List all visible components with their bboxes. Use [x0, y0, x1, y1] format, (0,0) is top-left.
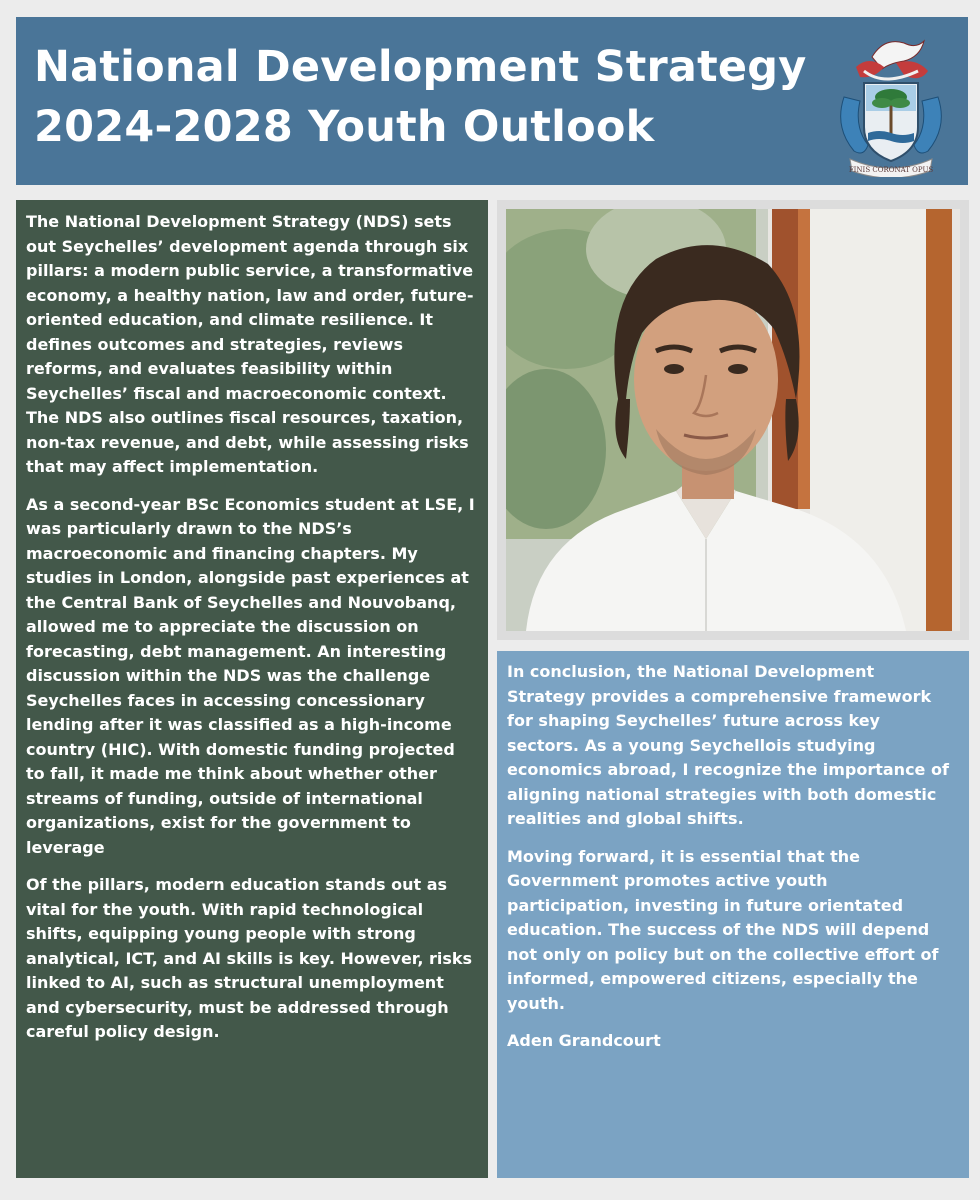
paragraph: Moving forward, it is essential that the Government promotes active youth participation, investing in future orientated education. The success of the NDS will depend not only on policy but on the collective effort of informed, empowered citizens, especially the youth. — [507, 846, 939, 1013]
left-text-panel — [16, 200, 488, 1178]
author-portrait-icon — [506, 209, 960, 631]
header-banner — [16, 17, 968, 185]
author-name: Aden Grandcourt — [507, 1031, 661, 1050]
page-title — [34, 37, 806, 157]
right-text-panel — [497, 651, 969, 1178]
paragraph: Of the pillars, modern education stands out as vital for the youth. With rapid technological shifts, equipping young people with strong analytical, ICT, and AI skills is key. However, risks linked to AI, such as structural unemployment and cybersecurity, must be addressed through careful policy design. — [26, 875, 473, 1041]
photo-frame — [497, 200, 969, 640]
paragraph: As a second-year BSc Economics student at LSE, I was particularly drawn to the NDS’s macroeconomic and financing chapters. My studies in London, alongside past experiences at the Central Bank of Seychelles and Nouvobanq, allowed me to appreciate the discussion on forecasting, debt management. An interesting discussion within the NDS was the challenge Seychelles faces in accessing concessionary lending after it was classified as a high-income country (HIC). With domestic funding projected to fall, it made me think about whether other streams of funding, outside of international organizations, exist for the government to leverage — [26, 494, 475, 857]
title-line-1: National Development Strategy — [34, 42, 807, 92]
title-line-2: 2024-2028 Youth Outlook — [34, 102, 655, 152]
paragraph: In conclusion, the National Development Strategy provides a comprehensive framework for shaping Seychelles’ future across key sectors. As a young Seychellois studying economics abroad, I recognize the importance of aligning national strategies with both domestic realities and global shifts. — [507, 662, 949, 828]
coat-of-arms-icon — [824, 27, 958, 177]
paragraph: The National Development Strategy (NDS) sets out Seychelles’ development agenda through six pillars: a modern public service, a transformative economy, a healthy nation, law and order, future-oriented education, and climate resilience. It defines outcomes and strategies, reviews reforms, and evaluates feasibility within Seychelles’ fiscal and macroeconomic context. The NDS also outlines fiscal resources, taxation, non-tax revenue, and debt, while assessing risks that may affect implementation. — [26, 212, 474, 476]
svg-text:FINIS CORONAT OPUS: FINIS CORONAT OPUS — [848, 166, 934, 174]
